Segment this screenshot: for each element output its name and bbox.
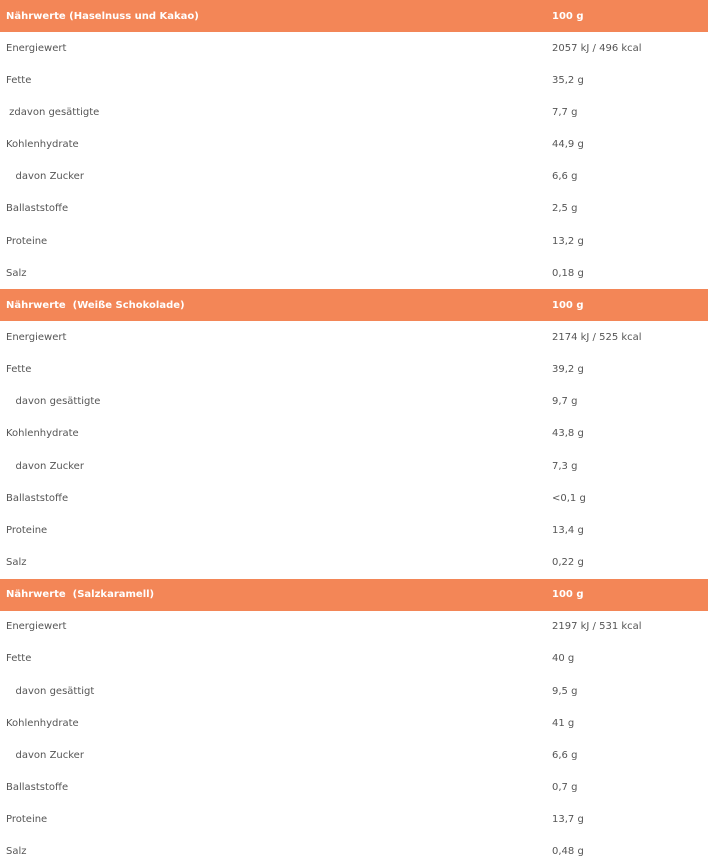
- nutrient-value: 0,7 g: [552, 781, 578, 793]
- nutrient-label: Ballaststoffe: [6, 781, 69, 793]
- table-row: [0, 675, 708, 707]
- table-row: [0, 514, 708, 546]
- table-row: [0, 739, 708, 771]
- nutrient-value: 41 g: [552, 717, 575, 729]
- table-row: [0, 836, 708, 868]
- nutrient-value: 13,4 g: [552, 524, 584, 536]
- table-row: [0, 193, 708, 225]
- section-unit: 100 g: [552, 10, 584, 22]
- table-row: [0, 450, 708, 482]
- nutrient-value: 0,18 g: [552, 267, 584, 279]
- nutrient-label: davon gesättigte: [6, 396, 101, 408]
- section-header: [0, 579, 708, 611]
- nutrient-label: Proteine: [6, 524, 48, 536]
- table-row: [0, 611, 708, 643]
- nutrient-label: Energiewert: [6, 42, 67, 54]
- nutrient-label: Ballaststoffe: [6, 203, 69, 215]
- table-row: [0, 96, 708, 128]
- nutrient-label: davon Zucker: [6, 749, 84, 761]
- table-row: [0, 129, 708, 161]
- section-header: [0, 0, 708, 32]
- section-title: Nährwerte (Salzkaramell): [6, 589, 155, 601]
- nutrient-label: Proteine: [6, 814, 48, 826]
- nutrition-section-haselnuss-kakao: [0, 0, 708, 289]
- nutrient-value: 44,9 g: [552, 139, 584, 151]
- table-row: [0, 32, 708, 64]
- nutrient-value: 6,6 g: [552, 171, 578, 183]
- nutrient-value: 39,2 g: [552, 364, 584, 376]
- nutrient-value: 2057 kJ / 496 kcal: [552, 42, 642, 54]
- nutrient-label: Salz: [6, 556, 27, 568]
- section-unit: 100 g: [552, 299, 584, 311]
- nutrient-value: 43,8 g: [552, 428, 584, 440]
- table-row: [0, 354, 708, 386]
- table-row: [0, 386, 708, 418]
- nutrient-label: Kohlenhydrate: [6, 717, 79, 729]
- table-row: [0, 707, 708, 739]
- nutrient-label: Kohlenhydrate: [6, 428, 79, 440]
- nutrient-value: 13,7 g: [552, 814, 584, 826]
- nutrient-value: 40 g: [552, 653, 575, 665]
- nutrient-label: Salz: [6, 846, 27, 858]
- nutrient-label: davon gesättigt: [6, 685, 95, 697]
- table-row: [0, 257, 708, 289]
- nutrient-label: davon Zucker: [6, 460, 84, 472]
- table-row: [0, 482, 708, 514]
- nutrient-value: <0,1 g: [552, 492, 586, 504]
- nutrient-value: 2174 kJ / 525 kcal: [552, 331, 642, 343]
- nutrient-label: Fette: [6, 653, 32, 665]
- nutrient-label: Proteine: [6, 235, 48, 247]
- nutrient-label: davon Zucker: [6, 171, 84, 183]
- table-row: [0, 418, 708, 450]
- nutrient-label: zdavon gesättigte: [6, 106, 100, 118]
- nutrient-value: 7,7 g: [552, 106, 578, 118]
- nutrient-label: Kohlenhydrate: [6, 139, 79, 151]
- nutrient-value: 2,5 g: [552, 203, 578, 215]
- nutrient-value: 7,3 g: [552, 460, 578, 472]
- table-row: [0, 804, 708, 836]
- nutrient-value: 35,2 g: [552, 74, 584, 86]
- nutrient-label: Ballaststoffe: [6, 492, 69, 504]
- table-row: [0, 546, 708, 578]
- section-unit: 100 g: [552, 589, 584, 601]
- table-row: [0, 771, 708, 803]
- table-row: [0, 161, 708, 193]
- section-title: Nährwerte (Haselnuss und Kakao): [6, 10, 199, 22]
- nutrient-label: Salz: [6, 267, 27, 279]
- table-row: [0, 64, 708, 96]
- nutrient-value: 13,2 g: [552, 235, 584, 247]
- nutrition-section-weisse-schokolade: [0, 289, 708, 578]
- nutrient-value: 6,6 g: [552, 749, 578, 761]
- nutrient-value: 9,7 g: [552, 396, 578, 408]
- table-row: [0, 643, 708, 675]
- table-row: [0, 321, 708, 353]
- nutrient-label: Energiewert: [6, 331, 67, 343]
- section-title: Nährwerte (Weiße Schokolade): [6, 299, 185, 311]
- nutrient-label: Energiewert: [6, 621, 67, 633]
- nutrient-label: Fette: [6, 74, 32, 86]
- nutrient-label: Fette: [6, 364, 32, 376]
- nutrition-section-salzkaramell: [0, 579, 708, 868]
- nutrient-value: 0,48 g: [552, 846, 584, 858]
- nutrient-value: 9,5 g: [552, 685, 578, 697]
- table-row: [0, 225, 708, 257]
- nutrient-value: 0,22 g: [552, 556, 584, 568]
- section-header: [0, 289, 708, 321]
- nutrient-value: 2197 kJ / 531 kcal: [552, 621, 642, 633]
